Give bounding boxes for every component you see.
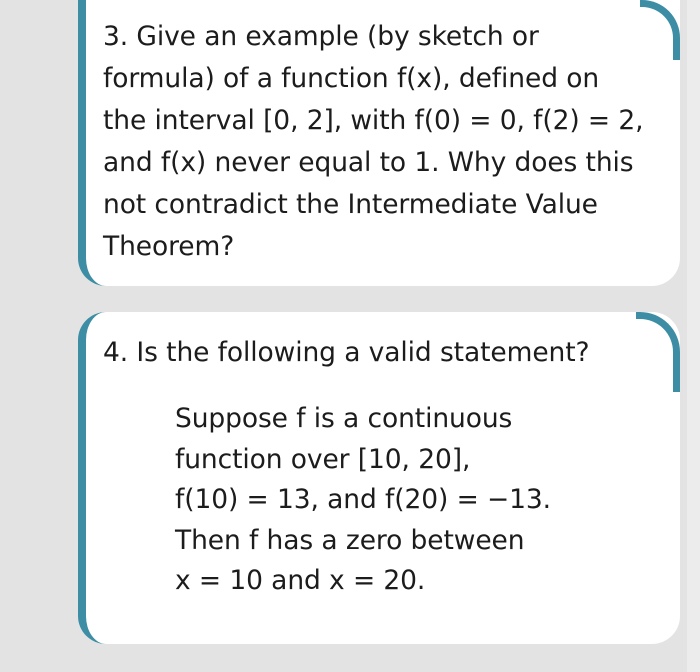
statement-line-1: Suppose f is a continuous xyxy=(175,403,513,434)
question-3-text xyxy=(103,16,663,268)
question-4-statement xyxy=(175,399,645,602)
question-3-line-6: Theorem? xyxy=(103,231,235,262)
question-3-line-5: not contradict the Intermediate Value xyxy=(103,189,598,220)
question-4-prompt-text: 4. Is the following a valid statement? xyxy=(103,337,590,368)
statement-line-4: Then f has a zero between xyxy=(175,524,525,556)
page-edge xyxy=(687,0,700,672)
question-3-line-3: the interval [0, 2], with f(0) = 0, f(2) = 2, xyxy=(103,105,644,136)
question-3-line-2: formula) of a function f(x), defined on xyxy=(103,63,600,94)
statement-line-2: function over [10, 20], xyxy=(175,443,471,475)
statement-line-3: f(10) = 13, and f(20) = −13. xyxy=(175,484,551,515)
statement-line-5: x = 10 and x = 20. xyxy=(175,565,426,596)
question-3-line-1: 3. Give an example (by sketch or xyxy=(103,21,539,52)
question-4-prompt xyxy=(103,332,663,374)
question-3-line-4: and f(x) never equal to 1. Why does this xyxy=(103,147,634,178)
